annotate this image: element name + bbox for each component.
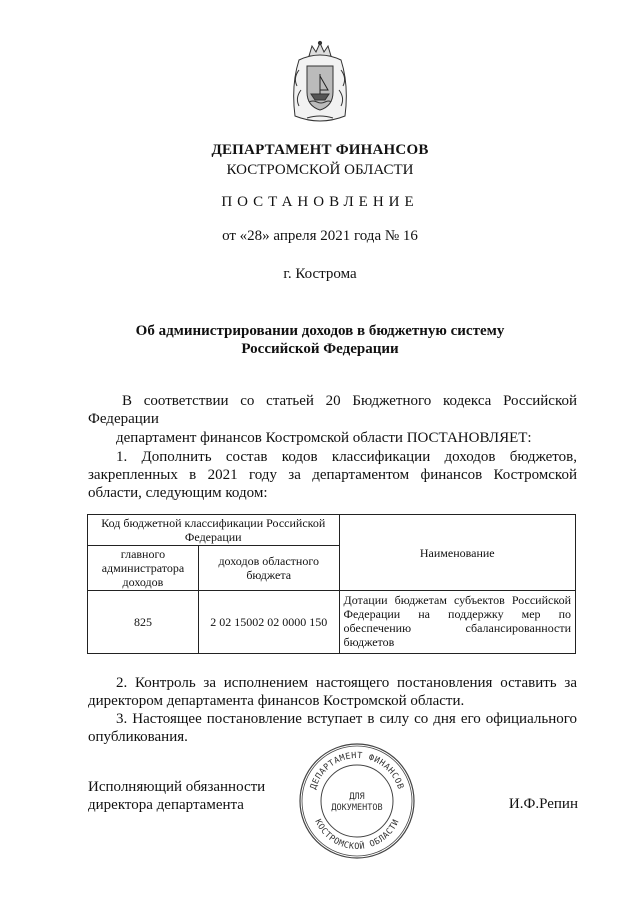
document-subject — [0, 322, 640, 358]
signatory-title-line-1: Исполняющий обязанности — [88, 779, 266, 795]
official-stamp — [298, 742, 416, 860]
signatory-title — [88, 778, 265, 814]
header-income-cell: доходов областного бюджета — [198, 546, 339, 591]
paragraph-item-3: 3. Настоящее постановление вступает в силу со дня его официального опубликования. — [88, 711, 577, 745]
signatory-name: И.Ф.Репин — [508, 796, 578, 812]
table-row — [88, 591, 576, 654]
stamp-top-text: ДЕПАРТАМЕНТ ФИНАНСОВ — [308, 750, 406, 791]
header-name-cell: Наименование — [339, 515, 575, 591]
header-admin-cell: главного администратора доходов — [88, 546, 199, 591]
region-name: КОСТРОМСКОЙ ОБЛАСТИ — [226, 162, 414, 178]
stamp-bottom-text: КОСТРОМСКОЙ ОБЛАСТИ — [312, 817, 402, 852]
stamp-center-line-2: ДОКУМЕНТОВ — [331, 803, 383, 813]
svg-text:КОСТРОМСКОЙ ОБЛАСТИ — [312, 818, 401, 852]
cell-income-name: Дотации бюджетам субъектов Российской Федерации на поддержку мер по обеспечению сбалансированности бюджетов — [339, 591, 575, 654]
document-type: ПОСТАНОВЛЕНИЕ — [221, 194, 419, 210]
budget-code-table — [87, 514, 576, 654]
coat-of-arms-emblem — [287, 40, 353, 126]
paragraph-preamble: В соответствии со статьей 20 Бюджетного кодекса Российской Федерации — [88, 393, 577, 427]
cell-admin-code: 825 — [88, 591, 199, 654]
table-header-row — [88, 515, 576, 546]
paragraph-resolves: департамент финансов Костромской области ПОСТАНОВЛЯЕТ: — [116, 430, 532, 446]
paragraph-item-2: 2. Контроль за исполнением настоящего постановления оставить за директором департамента финансов Костромской области. — [88, 675, 577, 709]
stamp-center-line-1: ДЛЯ — [349, 792, 365, 802]
signatory-title-line-2: директора департамента — [88, 797, 244, 813]
department-name: ДЕПАРТАМЕНТ ФИНАНСОВ — [211, 142, 429, 158]
subject-line-2: Российской Федерации — [241, 341, 399, 357]
document-city: г. Кострома — [283, 266, 357, 282]
header-group-cell: Код бюджетной классификации Российской Федерации — [88, 515, 340, 546]
svg-text:ДЕПАРТАМЕНТ ФИНАНСОВ — [309, 751, 406, 791]
document-date: от «28» апреля 2021 года № 16 — [222, 228, 418, 244]
paragraph-item-1: 1. Дополнить состав кодов классификации доходов бюджетов, закрепленных в 2021 году за департаментом финансов Костромской области, следующим кодом: — [88, 449, 577, 501]
subject-line-1: Об администрировании доходов в бюджетную систему — [135, 323, 505, 339]
cell-income-code: 2 02 15002 02 0000 150 — [198, 591, 339, 654]
